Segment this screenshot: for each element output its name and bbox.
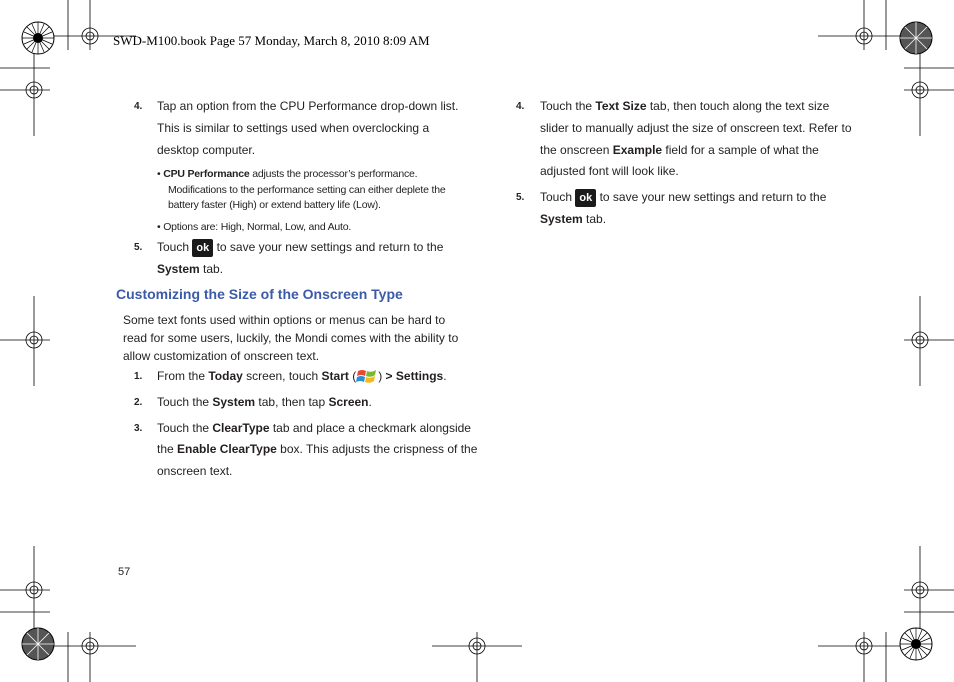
step-number: 5.: [516, 192, 525, 203]
ok-button-icon: ok: [192, 239, 213, 257]
bullet-text: Modifications to the performance setting can either deplete the: [168, 184, 446, 196]
step-text: This is similar to settings used when overclocking a: [157, 121, 430, 135]
step-text: slider to manually adjust the size of onscreen text. Refer to: [540, 121, 852, 135]
step-text: Tap an option from the CPU Performance drop-down list.: [157, 99, 459, 113]
bullet-item: • CPU Performance adjusts the processor’s performance.: [157, 168, 418, 180]
intro-paragraph: Some text fonts used within options or menus can be hard to read for some users, luckily, the Mondi comes with the ability to allow customization of onscreen text.: [123, 313, 459, 363]
step-text: the Enable ClearType box. This adjusts the crispness of the: [157, 442, 478, 456]
section-heading: Customizing the Size of the Onscreen Type: [116, 286, 403, 302]
bullet-text: battery faster (High) or extend battery life (Low).: [168, 199, 381, 211]
step-text: Touch the System tab, then tap Screen.: [157, 395, 372, 409]
windows-start-icon: [356, 367, 378, 387]
step-text: the onscreen Example field for a sample of what the: [540, 143, 819, 157]
step-number: 4.: [516, 101, 525, 112]
step-text: Touch the Text Size tab, then touch along the text size: [540, 99, 830, 113]
step-number: 5.: [134, 242, 143, 253]
step-text: Touch ok to save your new settings and return to the: [157, 236, 443, 258]
step-number: 1.: [134, 371, 143, 382]
print-header: SWD-M100.book Page 57 Monday, March 8, 2010 8:09 AM: [113, 33, 430, 48]
bullet-item: • Options are: High, Normal, Low, and Auto.: [157, 221, 352, 233]
step-text: From the Today screen, touch Start ( ) > Settings.: [157, 365, 447, 387]
step-text: desktop computer.: [157, 143, 256, 157]
step-number: 2.: [134, 397, 143, 408]
step-text: onscreen text.: [157, 464, 233, 478]
step-number: 3.: [134, 423, 143, 434]
step-text: adjusted font will look like.: [540, 164, 679, 178]
step-text: Touch the ClearType tab and place a checkmark alongside: [157, 421, 471, 435]
ok-button-icon: ok: [575, 189, 596, 207]
page-number: 57: [118, 566, 131, 578]
step-text: System tab.: [157, 262, 224, 276]
step-number: 4.: [134, 101, 143, 112]
step-text: Touch ok to save your new settings and return to the: [540, 186, 826, 208]
step-text: System tab.: [540, 212, 607, 226]
